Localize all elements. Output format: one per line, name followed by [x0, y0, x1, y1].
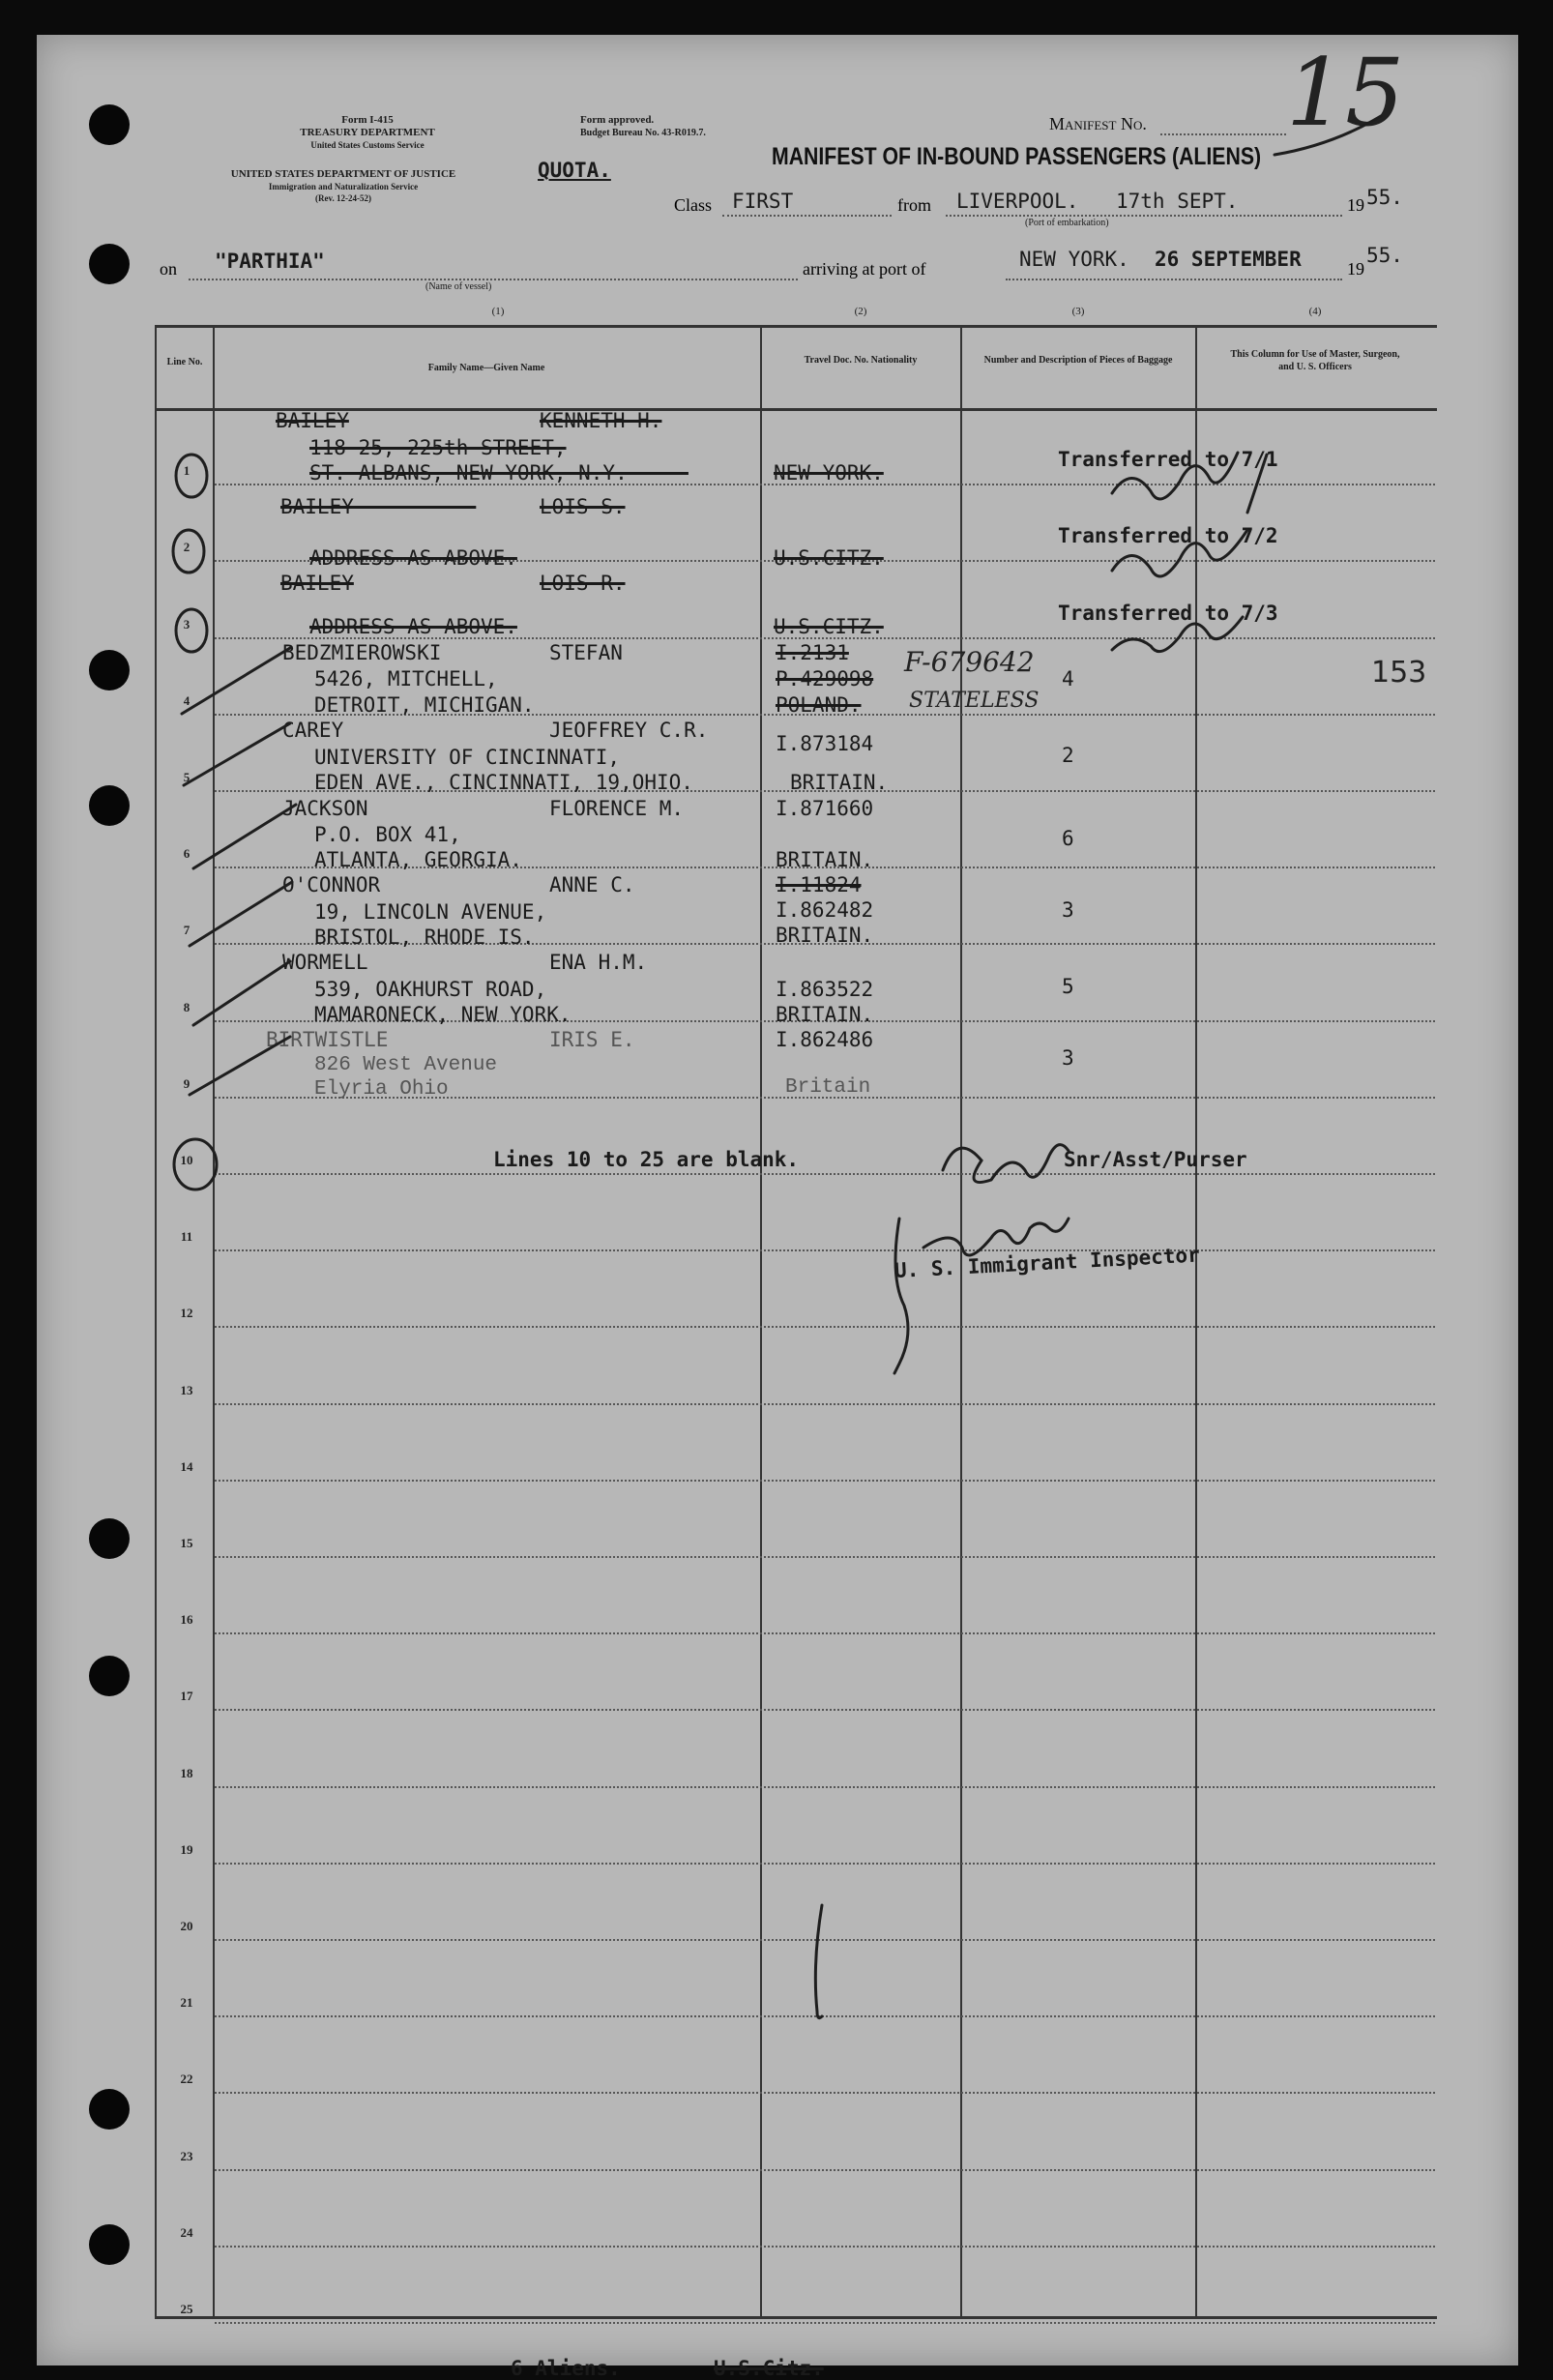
- row3-given-name: LOIS R.: [540, 572, 626, 595]
- row9-given-name: IRIS E.: [549, 1028, 635, 1051]
- row6-given-name: FLORENCE M.: [549, 797, 685, 820]
- row7-travel-doc: I.862482: [776, 898, 874, 922]
- row5-address-1: UNIVERSITY OF CINCINNATI,: [314, 746, 621, 769]
- year-value: 55.: [1366, 186, 1403, 209]
- row1-address-1: 118-25, 225th STREET,: [309, 436, 567, 459]
- line-number: 16: [180, 1612, 193, 1627]
- manifest-title: MANIFEST OF IN-BOUND PASSENGERS (ALIENS): [772, 143, 1262, 170]
- row4-handwritten-doc: F-679642: [904, 646, 1035, 678]
- row7-address-1: 19, LINCOLN AVENUE,: [314, 900, 547, 924]
- row3-transfer-note: Transferred to 7/3: [1058, 602, 1278, 625]
- row7-doc-struck: I.11824: [776, 873, 862, 896]
- row5-baggage: 2: [1062, 744, 1074, 767]
- row5-address-2: EDEN AVE., CINCINNATI, 19,OHIO.: [314, 771, 693, 794]
- manifest-number-flourish: [1275, 116, 1381, 155]
- line-number: 15: [180, 1536, 193, 1550]
- row7-baggage: 3: [1062, 898, 1074, 922]
- line-number: 18: [180, 1766, 193, 1780]
- row2-travel-doc: U.S.CITZ.: [774, 546, 884, 570]
- vessel-name: "PARTHIA": [215, 250, 325, 273]
- row9-travel-doc: I.862486: [776, 1028, 874, 1051]
- col-num-2: (2): [854, 306, 867, 317]
- row4-officer-note: 153: [1371, 656, 1427, 690]
- row7-given-name: ANNE C.: [549, 873, 635, 896]
- from-label: from: [897, 195, 931, 215]
- row8-nationality: BRITAIN.: [776, 1003, 874, 1026]
- row8-baggage: 5: [1062, 975, 1074, 998]
- line-number: 21: [180, 1995, 193, 2010]
- row8-travel-doc: I.863522: [776, 978, 874, 1001]
- port-caption: (Port of embarkation): [1025, 218, 1109, 228]
- row8-address-2: MAMARONECK, NEW YORK.: [314, 1003, 571, 1026]
- line-number: 24: [180, 2225, 193, 2240]
- ins-service: Immigration and Naturalization Service: [268, 182, 419, 191]
- line-5-check-mark: [184, 723, 290, 785]
- row5-given-name: JEOFFREY C.R.: [549, 719, 709, 742]
- vessel-caption: (Name of vessel): [425, 281, 492, 292]
- row4-given-name: STEFAN: [549, 641, 623, 664]
- from-date: 17th SEPT.: [1116, 190, 1239, 213]
- row8-family-name: WORMELL: [282, 951, 368, 974]
- header-name: Family Name—Given Name: [427, 363, 545, 373]
- row4-nationality: POLAND.: [776, 693, 862, 717]
- inspector-signature: [894, 1219, 1069, 1373]
- row5-nationality: BRITAIN.: [790, 771, 889, 794]
- row7-family-name: O'CONNOR: [282, 873, 381, 896]
- budget-bureau: Budget Bureau No. 43-R019.7.: [580, 128, 706, 138]
- class-value: FIRST: [732, 190, 794, 213]
- manifest-number: 15: [1286, 39, 1405, 147]
- col-num-4: (4): [1308, 306, 1322, 317]
- col-num-3: (3): [1071, 306, 1085, 317]
- line-9-check-mark: [190, 1037, 290, 1095]
- class-label: Class: [674, 195, 713, 215]
- line-number: 23: [180, 2149, 193, 2163]
- line-number: 12: [180, 1306, 193, 1320]
- row6-family-name: JACKSON: [282, 797, 368, 820]
- row8-address-1: 539, OAKHURST ROAD,: [314, 978, 547, 1001]
- row4-address-2: DETROIT, MICHIGAN.: [314, 693, 535, 717]
- line-number: 14: [180, 1459, 193, 1474]
- row4-doc-2: P.429098: [776, 667, 874, 690]
- transfer-1-scribble: [1112, 453, 1267, 513]
- row4-family-name: BEDZMIEROWSKI: [282, 641, 442, 664]
- line-number: 3: [183, 617, 190, 632]
- line-number: 8: [183, 1000, 190, 1014]
- row1-transfer-note: Transferred to 7/1: [1058, 448, 1278, 471]
- purser-title: Snr/Asst/Purser: [1064, 1148, 1247, 1171]
- row1-address-2: ST. ALBANS, NEW YORK, N.Y.-----: [309, 461, 689, 485]
- row6-address-2: ATLANTA, GEORGIA.: [314, 848, 522, 871]
- line-number: 6: [183, 846, 190, 861]
- form-number: Form I-415: [341, 114, 394, 126]
- header-line-no: Line No.: [166, 357, 203, 367]
- row2-family-name: BAILEY----------: [280, 495, 477, 518]
- col-num-1: (1): [491, 306, 505, 317]
- row1-given-name: KENNETH H.: [540, 409, 662, 432]
- row9-family-name: BIRTWISTLE: [266, 1028, 389, 1051]
- line-6-check-mark: [193, 805, 296, 868]
- row9-address-1: 826 West Avenue: [314, 1054, 498, 1076]
- quota-label: QUOTA.: [538, 159, 611, 182]
- line-number: 19: [180, 1842, 193, 1857]
- line-number: 10: [180, 1153, 193, 1167]
- row7-nationality: BRITAIN.: [776, 924, 874, 947]
- on-label: on: [160, 259, 177, 279]
- row9-baggage: 3: [1062, 1046, 1074, 1070]
- manifest-no-label: Manifest No.: [1049, 114, 1147, 133]
- row2-address: ADDRESS AS ABOVE.: [309, 546, 517, 570]
- transfer-3-scribble: [1112, 617, 1243, 652]
- row6-nationality: BRITAIN.: [776, 848, 874, 871]
- arriving-year-prefix: 19: [1347, 259, 1364, 279]
- line-number: 5: [183, 770, 190, 784]
- line-3-circle-mark: [176, 609, 207, 652]
- line-10-circle-mark: [174, 1139, 217, 1190]
- line-number: 1: [183, 463, 190, 478]
- line-number: 13: [180, 1383, 193, 1397]
- blank-lines-note: Lines 10 to 25 are blank.: [493, 1148, 800, 1171]
- row8-given-name: ENA H.M.: [549, 951, 648, 974]
- customs-service: United States Customs Service: [310, 140, 425, 150]
- stray-pen-mark: [815, 1905, 822, 2018]
- row4-handwritten-status: STATELESS: [909, 689, 1040, 713]
- row2-transfer-note: Transferred to 7/2: [1058, 524, 1278, 547]
- row7-address-2: BRISTOL, RHODE IS.: [314, 926, 535, 949]
- line-number: 11: [180, 1229, 193, 1244]
- purser-initials: [943, 1145, 1069, 1183]
- row3-travel-doc: U.S.CITZ.: [774, 615, 884, 638]
- row4-baggage: 4: [1062, 667, 1074, 690]
- line-8-check-mark: [193, 961, 290, 1025]
- year-prefix: 19: [1347, 195, 1364, 215]
- row4-doc-1: I.2131: [776, 641, 849, 664]
- header-baggage: Number and Description of Pieces of Baggage: [983, 355, 1173, 366]
- arriving-port: NEW YORK.: [1019, 248, 1129, 271]
- line-1-circle-mark: [176, 455, 207, 497]
- row1-travel-doc: NEW YORK.: [774, 461, 884, 485]
- row3-family-name: BAILEY: [280, 572, 354, 595]
- line-number: 9: [183, 1076, 190, 1091]
- line-number: 4: [183, 693, 190, 708]
- row6-address-1: P.O. BOX 41,: [314, 823, 461, 846]
- row6-baggage: 6: [1062, 827, 1074, 850]
- line-number: 25: [180, 2302, 193, 2316]
- line-7-check-mark: [190, 882, 292, 946]
- row4-address-1: 5426, MITCHELL,: [314, 667, 498, 690]
- line-number: 20: [180, 1919, 193, 1933]
- justice-dept: UNITED STATES DEPARTMENT OF JUSTICE: [230, 168, 456, 180]
- row5-travel-doc: I.873184: [776, 732, 874, 755]
- row3-address: ADDRESS AS ABOVE.: [309, 615, 517, 638]
- header-travel-doc: Travel Doc. No. Nationality: [804, 355, 918, 366]
- line-4-check-mark: [182, 648, 290, 714]
- line-number: 22: [180, 2071, 193, 2086]
- row9-address-2: Elyria Ohio: [314, 1078, 449, 1101]
- line-number: 7: [183, 923, 190, 937]
- row9-nationality: Britain: [785, 1076, 871, 1099]
- revision: (Rev. 12-24-52): [315, 193, 371, 203]
- line-number: 17: [180, 1689, 193, 1703]
- row2-given-name: LOIS S.: [540, 495, 626, 518]
- treasury-dept: TREASURY DEPARTMENT: [300, 127, 435, 138]
- row5-family-name: CAREY: [282, 719, 344, 742]
- header-officers: This Column for Use of Master, Surgeon, and U. S. Officers: [1230, 349, 1400, 372]
- footer-aliens: 6 Aliens.: [511, 2357, 621, 2380]
- footer-struck-text: U.S.Citz.: [714, 2357, 824, 2380]
- form-approved: Form approved.: [580, 114, 655, 126]
- arriving-year: 55.: [1366, 244, 1403, 267]
- row6-travel-doc: I.871660: [776, 797, 874, 820]
- from-port: LIVERPOOL.: [956, 190, 1079, 213]
- row1-family-name: BAILEY: [276, 409, 349, 432]
- line-number: 2: [183, 540, 190, 554]
- transfer-2-scribble: [1112, 530, 1247, 576]
- line-2-circle-mark: [173, 530, 204, 573]
- arriving-date: 26 SEPTEMBER: [1155, 248, 1302, 271]
- arriving-label: arriving at port of: [803, 259, 926, 279]
- inspector-title: U. S. Immigrant Inspector: [894, 1243, 1201, 1282]
